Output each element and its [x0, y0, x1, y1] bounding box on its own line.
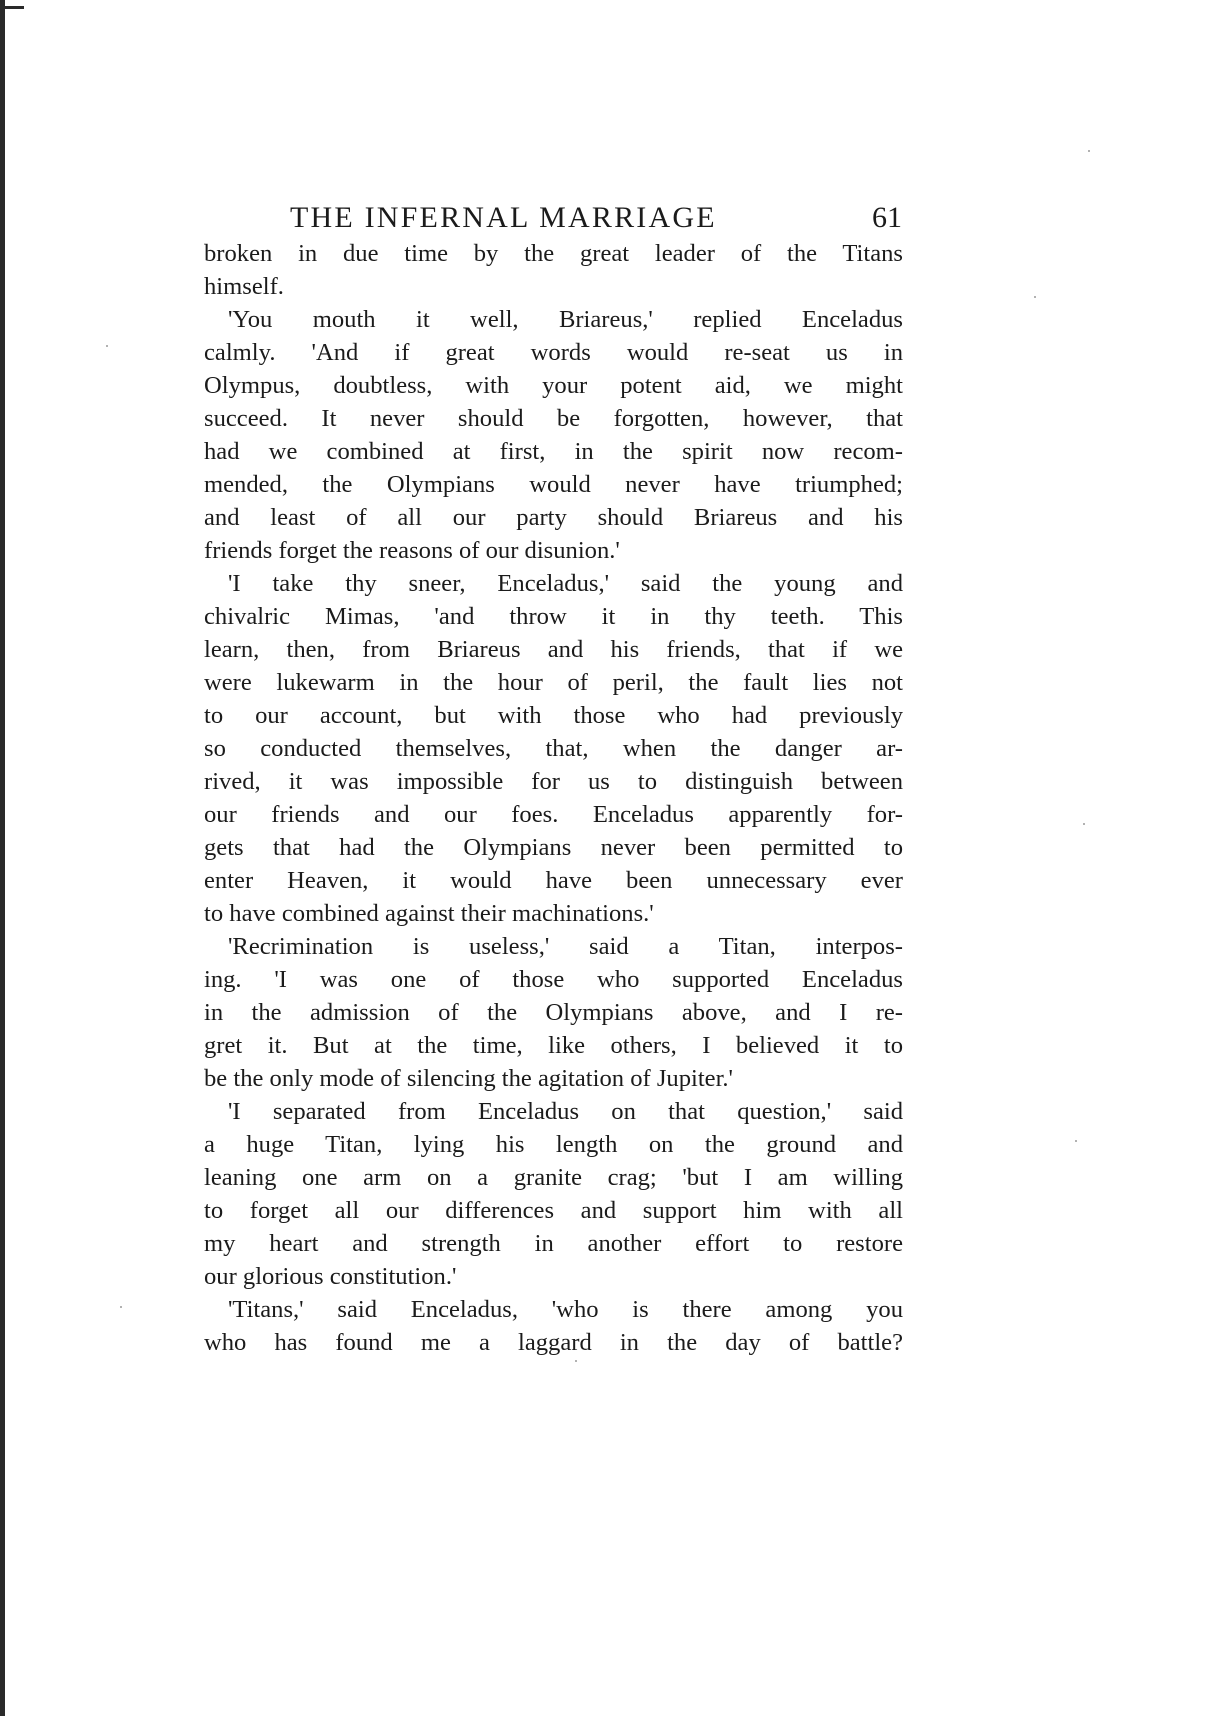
scan-speck: [1088, 150, 1090, 152]
text-line: chivalric Mimas, 'and throw it in thy teeth. This: [204, 603, 903, 630]
text-line: our glorious constitution.': [204, 1263, 457, 1290]
text-line: broken in due time by the great leader of the Titans: [204, 240, 903, 267]
text-line: gets that had the Olympians never been permitted to: [204, 834, 903, 861]
text-line: to forget all our differences and support him with all: [204, 1197, 903, 1224]
scan-speck: [1075, 1140, 1077, 1142]
scan-speck: [1083, 823, 1085, 825]
text-line: and least of all our party should Briareus and his: [204, 504, 903, 531]
text-line: gret it. But at the time, like others, I believed it to: [204, 1032, 903, 1059]
binding-edge-line: [0, 0, 5, 1716]
scan-speck: [1034, 296, 1036, 298]
text-line: so conducted themselves, that, when the danger ar-: [204, 735, 903, 762]
text-line: 'You mouth it well, Briareus,' replied Enceladus: [228, 306, 903, 333]
text-line: himself.: [204, 273, 284, 300]
text-line: Olympus, doubtless, with your potent aid, we might: [204, 372, 903, 399]
text-line: calmly. 'And if great words would re-seat us in: [204, 339, 903, 366]
binding-edge-tick: [0, 6, 24, 9]
text-line: succeed. It never should be forgotten, however, that: [204, 405, 903, 432]
text-line: leaning one arm on a granite crag; 'but I am willing: [204, 1164, 903, 1191]
text-line: my heart and strength in another effort to restore: [204, 1230, 903, 1257]
text-line: our friends and our foes. Enceladus apparently for-: [204, 801, 903, 828]
text-line: had we combined at first, in the spirit now recom-: [204, 438, 903, 465]
text-line: mended, the Olympians would never have triumphed;: [204, 471, 903, 498]
text-line: friends forget the reasons of our disunion.': [204, 537, 620, 564]
text-line: 'I separated from Enceladus on that question,' said: [228, 1098, 903, 1125]
running-title: THE INFERNAL MARRIAGE: [290, 201, 717, 234]
page-number: 61: [872, 201, 902, 234]
text-line: who has found me a laggard in the day of battle?: [204, 1329, 903, 1356]
body-text: [204, 237, 903, 1359]
scan-speck: [106, 345, 108, 347]
text-line: in the admission of the Olympians above, and I re-: [204, 999, 903, 1026]
text-line: to our account, but with those who had previously: [204, 702, 903, 729]
text-line: a huge Titan, lying his length on the ground and: [204, 1131, 903, 1158]
text-line: enter Heaven, it would have been unnecessary ever: [204, 867, 903, 894]
text-line: be the only mode of silencing the agitation of Jupiter.': [204, 1065, 733, 1092]
text-line: 'I take thy sneer, Enceladus,' said the young and: [228, 570, 903, 597]
text-line: were lukewarm in the hour of peril, the fault lies not: [204, 669, 903, 696]
page-header: [290, 198, 902, 238]
text-line: rived, it was impossible for us to distinguish between: [204, 768, 903, 795]
text-line: 'Titans,' said Enceladus, 'who is there among you: [228, 1296, 903, 1323]
text-line: ing. 'I was one of those who supported Enceladus: [204, 966, 903, 993]
scan-speck: [575, 1360, 577, 1362]
scan-speck: [120, 1306, 122, 1308]
text-line: 'Recrimination is useless,' said a Titan, interpos-: [228, 933, 903, 960]
text-line: learn, then, from Briareus and his friends, that if we: [204, 636, 903, 663]
text-line: to have combined against their machinations.': [204, 900, 654, 927]
